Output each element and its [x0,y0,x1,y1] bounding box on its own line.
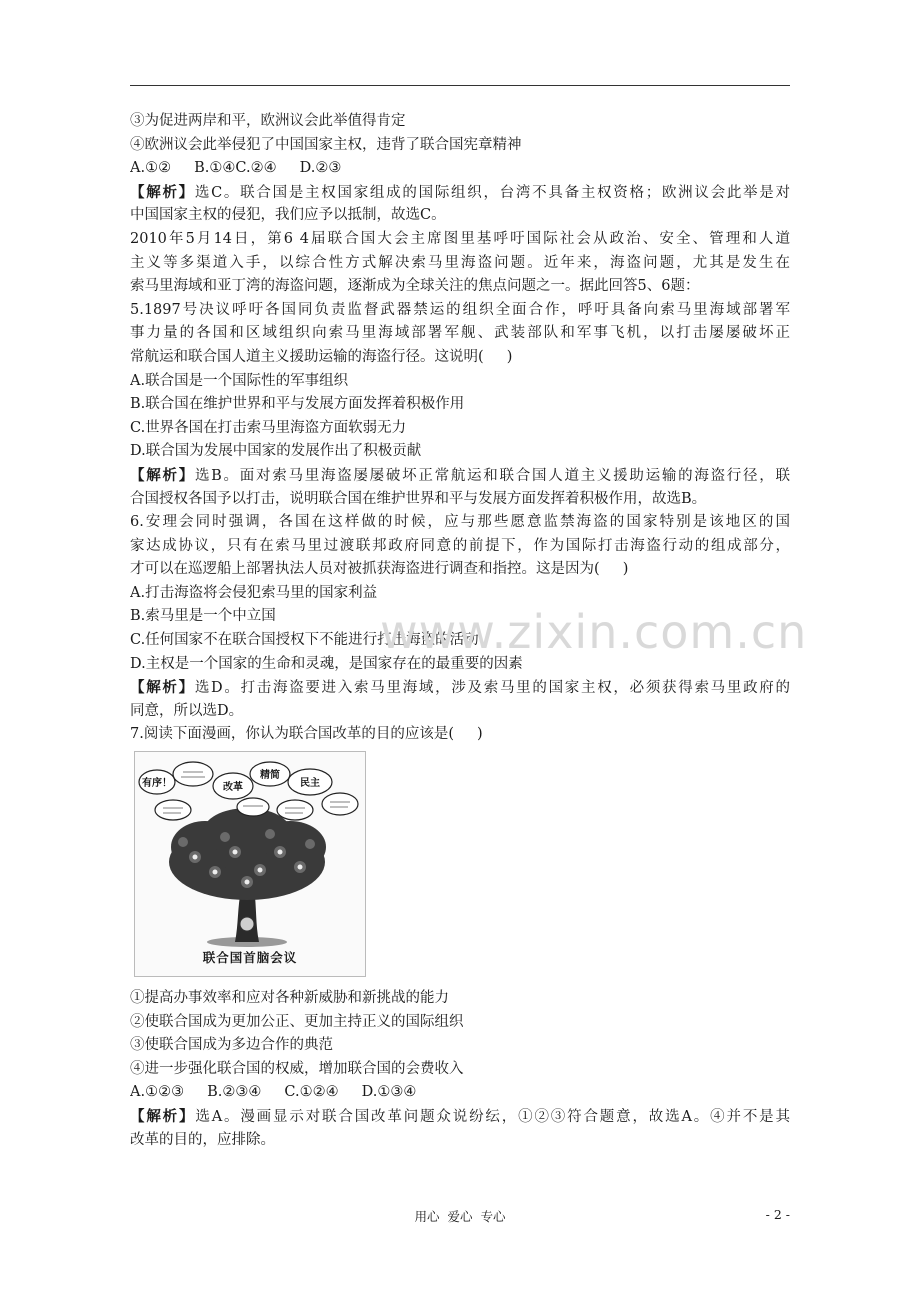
cartoon-image [134,751,366,977]
analysis-paragraph [130,1105,790,1129]
option-line: ④欧洲议会此举侵犯了中国国家主权，违背了联合国宪章精神 [130,136,522,153]
bubble-label: 有序！ [142,778,172,790]
analysis-text: 选A。漫画显示对联合国改革问题众说纷纭，①②③符合题意，故选A。④并不是其 [195,1109,790,1125]
question-option: ③使联合国成为多边合作的典范 [130,1037,333,1054]
answer-choices: A.①② B.①④C.②④ D.②③ [130,160,342,177]
analysis-text: 选C。联合国是主权国家组成的国际组织，台湾不具备主权资格；欧洲议会此举是对 [194,184,790,201]
intro-paragraph-line: 2010年5月14日，第6 4届联合国大会主席图里基呼吁国际社会从政治、安全、管理和人道 [130,230,790,247]
question-stem-line: 6.安理会同时强调，各国在这样做的时候，应与那些愿意监禁海盗的国家特别是该地区的国 [130,514,790,531]
analysis-text: 中国国家主权的侵犯，我们应予以抵制，故选C。 [130,207,446,224]
question-option: B.联合国在维护世界和平与发展方面发挥着积极作用 [130,396,465,413]
analysis-paragraph [130,676,790,700]
question-option: ②使联合国成为更加公正、更加主持正义的国际组织 [130,1013,464,1030]
question-option: A.联合国是一个国际性的军事组织 [130,372,349,389]
question-option: C.世界各国在打击索马里海盗方面软弱无力 [130,419,407,436]
analysis-paragraph [130,181,790,205]
analysis-tag: 【解析】 [130,679,195,697]
cartoon-caption: 联合国首脑会议 [202,950,298,966]
analysis-text: 同意，所以选D。 [130,702,244,719]
intro-paragraph-line: 索马里海域和亚丁湾的海盗问题，逐渐成为全球关注的焦点问题之一。据此回答5、6题： [130,278,700,295]
intro-paragraph-line: 主义等多渠道入手，以综合性方式解决索马里海盗问题。近年来，海盗问题，尤其是发生在 [130,254,790,271]
question-option: ①提高办事效率和应对各种新威胁和新挑战的能力 [130,990,449,1007]
question-stem-line: 5.1897号决议呼吁各国同负责监督武器禁运的组织全面合作，呼吁具备向索马里海域部署军 [130,301,790,318]
question-stem-line: 7.阅读下面漫画，你认为联合国改革的目的应该是( ) [130,726,483,743]
question-option: ④进一步强化联合国的权威，增加联合国的会费收入 [130,1060,464,1077]
analysis-text: 改革的目的，应排除。 [130,1131,275,1148]
page-number: - 2 - [765,1207,790,1222]
bubble-label: 民主 [300,778,320,790]
option-line: ③为促进两岸和平，欧洲议会此举值得肯定 [130,113,406,129]
answer-choices: A.①②③ B.②③④ C.①②④ D.①③④ [130,1084,417,1101]
question-option: D.联合国为发展中国家的发展作出了积极贡献 [130,443,422,460]
analysis-tag: 【解析】 [130,466,195,484]
question-option: C.任何国家不在联合国授权下不能进行打击海盗的活动 [130,632,479,649]
footer-motto: 用心 爱心 专心 [414,1209,506,1224]
question-option: A.打击海盗将会侵犯索马里的国家利益 [130,584,378,601]
question-stem-line: 家达成协议，只有在索马里过渡联邦政府同意的前提下，作为国际打击海盗行动的组成部分， [130,537,790,554]
watermark: www.zixin.com.cn [380,605,808,659]
question-option: D.主权是一个国家的生命和灵魂，是国家存在的最重要的因素 [130,655,523,672]
header-rule [130,85,790,86]
analysis-tag: 【解析】 [130,183,195,201]
analysis-tag: 【解析】 [130,1108,196,1125]
question-stem-line: 才可以在巡逻船上部署执法人员对被抓获海盗进行调查和指控。这是因为( ) [130,561,629,578]
question-option: B.索马里是一个中立国 [130,608,276,625]
question-stem-line: 常航运和联合国人道主义援助运输的海盗行径。这说明( ) [130,348,513,365]
question-stem-line: 事力量的各国和区域组织向索马里海域部署军舰、武装部队和军事飞机，以打击屡屡破坏正 [130,325,790,342]
bubble-label: 改革 [223,782,243,794]
analysis-text: 选B。面对索马里海盗屡屡破坏正常航运和联合国人道主义援助运输的海盗行径，联 [194,467,790,484]
cartoon-drawing [135,752,365,976]
bubble-label: 精简 [260,770,280,782]
analysis-text: 选D。打击海盗要进入索马里海域，涉及索马里的国家主权，必须获得索马里政府的 [194,680,790,697]
analysis-paragraph [130,464,790,488]
analysis-text: 合国授权各国予以打击，说明联合国在维护世界和平与发展方面发挥着积极作用，故选B。 [130,490,707,507]
